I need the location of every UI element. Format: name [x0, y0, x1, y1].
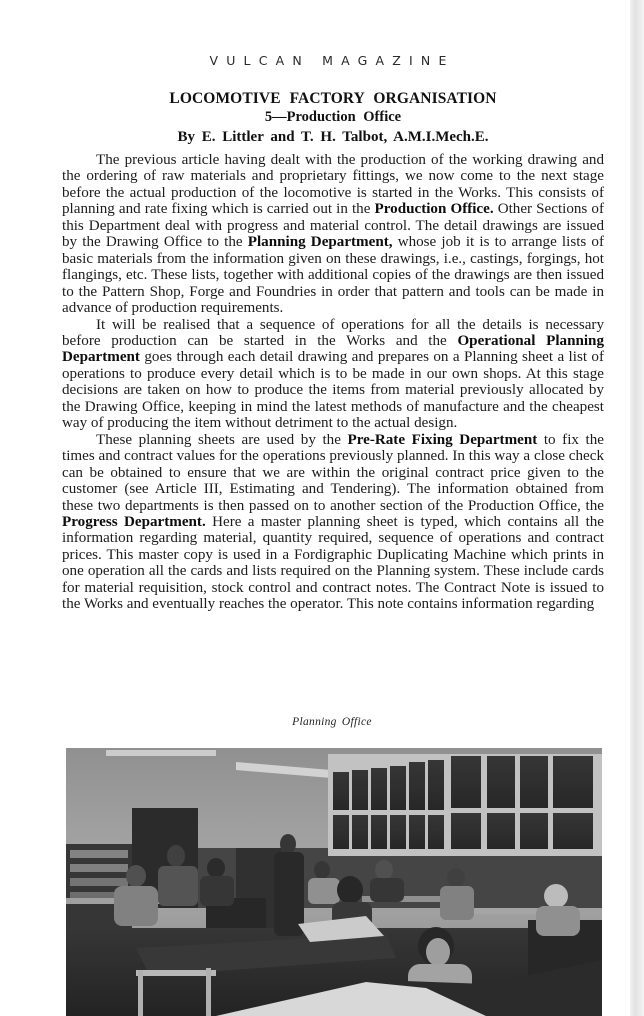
page-edge [630, 0, 644, 1016]
paragraph [62, 432, 604, 613]
text-run: to fix the times and contract values for the operations previously planned. In this way a close check can be obtained to ensure that we are within the original contract price given to the customer (see Article III, Estimating and Tendering). The information obtained from these two departments is then passed on to another section of the Production Office, the [62, 431, 604, 514]
article-body [62, 152, 604, 613]
text-run: whose job it is to arrange lists of basic materials from the information given on these drawings, i.e., castings, forgings, hot flangings, etc. These lists, together with additional copies of the drawings are then issued to the Pattern Shop, Forge and Foundries in order that pattern and tools can be made in advance of production requirements. [62, 234, 604, 317]
bold-term: Operational Planning Department [62, 332, 604, 366]
text-run: Here a master planning sheet is typed, which contains all the information regarding material, quantity required, sequence of operations and contract prices. This master copy is used in a Fordigraphic Duplicating Machine which prints in one operation all the cards and lists required on the Planning system. These include cards for material requisition, stock control and contract notes. The Contract Note is issued to the Works and eventually reaches the operator. This note contains information regarding [62, 513, 605, 613]
planning-office-photo [66, 748, 602, 1016]
text-run: These planning sheets are used by the [96, 431, 348, 448]
text-run: It will be realised that a sequence of operations for all the details is necessary before production can be started in the Works and the [62, 316, 604, 349]
text-run: The previous article having dealt with the production of the working drawing and the ordering of raw materials and proprietary fittings, we now come to the next stage before the actual production of the locomotive is started in the Works. This consists of planning and rate fixing which is carried out in the [62, 152, 604, 218]
running-head: VULCAN MAGAZINE [209, 53, 455, 68]
photo-illustration [66, 748, 602, 1016]
text-run: Other Sections of this Department deal with progress and material control. The detail drawings are issued by the Drawing Office to the [62, 201, 604, 251]
figure-caption: Planning Office [292, 716, 372, 728]
paragraph [62, 152, 604, 317]
bold-term: Production Office. [374, 201, 494, 218]
bold-term: Progress Department. [62, 513, 206, 530]
paragraph [62, 317, 604, 432]
article-byline: By E. Littler and T. H. Talbot, A.M.I.Mech.E. [177, 129, 489, 145]
bold-term: Planning Department, [247, 234, 393, 251]
article-subtitle: 5—Production Office [264, 109, 402, 125]
article-header [62, 89, 604, 147]
article-title: LOCOMOTIVE FACTORY ORGANISATION [169, 90, 497, 107]
bold-term: Pre-Rate Fixing Department [347, 431, 538, 448]
text-run: goes through each detail drawing and prepares on a Planning sheet a list of operations to produce every detail which is to be made in our own shops. At this stage decisions are taken on how to produce the items from material previously allocated by the Drawing Office, keeping in mind the latest methods of manufacture and the cheapest way of producing the item without detriment to the actual design. [62, 349, 604, 432]
